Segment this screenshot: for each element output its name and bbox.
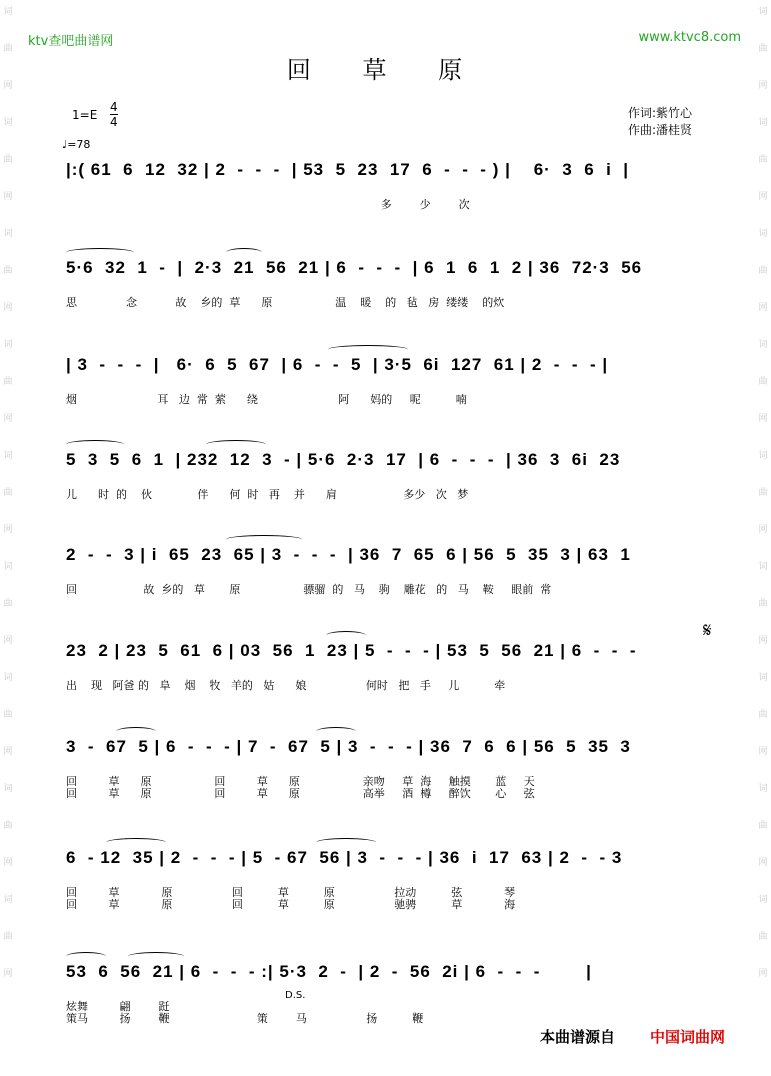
watermark-char: 词 bbox=[758, 340, 768, 350]
note-line: 5 3 5 6 1 | 232 12 3 - | 5·6 2·3 17 | 6 - - - | 36 3 6i 23 bbox=[66, 450, 621, 469]
watermark-char: 词 bbox=[758, 7, 768, 17]
watermark-char: 词 bbox=[758, 118, 768, 128]
watermark-char: 曲 bbox=[3, 155, 13, 165]
watermark-char: 网 bbox=[758, 747, 768, 757]
slur bbox=[226, 535, 302, 544]
dal-segno-mark: D.S. bbox=[285, 990, 306, 1001]
watermark-char: 网 bbox=[3, 969, 13, 979]
note-line: |:( 61 6 12 32 | 2 - - - | 53 5 23 17 6 - - - ) | 6· 3 6 i | bbox=[66, 160, 630, 179]
watermark-char: 曲 bbox=[3, 599, 13, 609]
slur bbox=[328, 345, 408, 354]
lyric-line: 回 草 原 回 草 原 拉动 弦 琴 bbox=[66, 886, 516, 899]
time-signature-bottom: 4 bbox=[110, 115, 118, 129]
watermark-char: 曲 bbox=[3, 488, 13, 498]
watermark-char: 曲 bbox=[758, 599, 768, 609]
score-row bbox=[66, 545, 716, 605]
watermark-char: 词 bbox=[758, 895, 768, 905]
note-line: 3 - 67 5 | 6 - - - | 7 - 67 5 | 3 - - - | 36 7 6 6 | 56 5 35 3 bbox=[66, 737, 631, 756]
slur bbox=[316, 727, 356, 736]
lyric-line-2: 策马 扬 鞭 策 马 扬 鞭 bbox=[66, 1012, 424, 1025]
source-label: 本曲谱源自 bbox=[540, 1028, 616, 1046]
watermark-char: 曲 bbox=[3, 821, 13, 831]
watermark-char: 词 bbox=[758, 784, 768, 794]
note-line: | 3 - - - | 6· 6 5 67 | 6 - - 5 | 3·5 6i 127 61 | 2 - - - | bbox=[66, 355, 609, 374]
note-line: 23 2 | 23 5 61 6 | 03 56 1 23 | 5 - - - | 53 5 56 21 | 6 - - - bbox=[66, 641, 637, 660]
score-row bbox=[66, 848, 716, 911]
slur bbox=[116, 727, 156, 736]
lyric-line: 烟 耳 边 常 萦 绕 阿 妈的 呢 喃 bbox=[66, 393, 467, 406]
watermark-char: 曲 bbox=[758, 821, 768, 831]
watermark-char: 曲 bbox=[3, 44, 13, 54]
score-row bbox=[66, 962, 716, 1025]
song-title: 回 草 原 bbox=[286, 56, 485, 84]
segno-icon: 𝄋 bbox=[703, 618, 712, 642]
watermark-char: 曲 bbox=[758, 266, 768, 276]
watermark-char: 词 bbox=[3, 118, 13, 128]
watermark-char: 曲 bbox=[758, 44, 768, 54]
lyric-line: 儿 时 的 伙 伴 何 时 再 并 肩 多少 次 梦 bbox=[66, 488, 469, 501]
watermark-char: 词 bbox=[3, 229, 13, 239]
slur bbox=[316, 838, 376, 847]
watermark-char: 网 bbox=[3, 81, 13, 91]
score-row bbox=[66, 355, 716, 415]
lyric-line: 多 少 次 bbox=[66, 198, 470, 211]
slur bbox=[206, 440, 266, 449]
lyric-line: 出 现 阿爸 的 阜 烟 牧 羊的 姑 娘 何时 把 手 儿 牵 bbox=[66, 679, 506, 692]
lyric-line: 回 故 乡的 草 原 骠骝 的 马 驹 雕花 的 马 鞍 眼前 常 bbox=[66, 583, 552, 596]
watermark-char: 曲 bbox=[3, 932, 13, 942]
watermark-char: 曲 bbox=[3, 266, 13, 276]
slur bbox=[66, 952, 106, 961]
watermark-char: 词 bbox=[3, 451, 13, 461]
watermark-char: 曲 bbox=[758, 155, 768, 165]
slur bbox=[128, 952, 184, 961]
score-row bbox=[66, 737, 716, 800]
slur bbox=[66, 248, 134, 257]
watermark-char: 词 bbox=[758, 229, 768, 239]
watermark-char: 曲 bbox=[758, 377, 768, 387]
slur bbox=[226, 248, 262, 257]
watermark-char: 词 bbox=[3, 784, 13, 794]
source-site-link[interactable]: 中国词曲网 bbox=[650, 1028, 726, 1046]
watermark-char: 网 bbox=[3, 303, 13, 313]
score-row bbox=[66, 160, 716, 220]
note-line: 53 6 56 21 | 6 - - - :| 5·3 2 - | 2 - 56 2i | 6 - - - | bbox=[66, 962, 592, 981]
lyric-line-2: 回 草 原 回 草 原 驰骋 草 海 bbox=[66, 898, 516, 911]
note-line: 2 - - 3 | i 65 23 65 | 3 - - - | 36 7 65 6 | 56 5 35 3 | 63 1 bbox=[66, 545, 631, 564]
watermark-char: 曲 bbox=[758, 710, 768, 720]
watermark-char: 词 bbox=[758, 673, 768, 683]
watermark-char: 网 bbox=[3, 858, 13, 868]
watermark-char: 网 bbox=[3, 525, 13, 535]
lyric-line: 思 念 故 乡的 草 原 温 暖 的 毡 房 缕缕 的炊 bbox=[66, 296, 505, 309]
watermark-char: 网 bbox=[758, 858, 768, 868]
slur bbox=[106, 838, 166, 847]
slur bbox=[66, 440, 124, 449]
watermark-char: 曲 bbox=[3, 377, 13, 387]
watermark-char: 网 bbox=[758, 525, 768, 535]
score-row bbox=[66, 450, 716, 510]
composer-credit: 作曲:潘桂贤 bbox=[628, 123, 693, 137]
watermark-char: 网 bbox=[758, 303, 768, 313]
watermark-char: 词 bbox=[758, 451, 768, 461]
watermark-char: 词 bbox=[3, 673, 13, 683]
watermark-char: 词 bbox=[758, 562, 768, 572]
lyricist-credit: 作词:紫竹心 bbox=[628, 106, 693, 120]
right-watermark-column bbox=[755, 0, 771, 1076]
watermark-char: 曲 bbox=[758, 488, 768, 498]
lyric-line-2: 回 草 原 回 草 原 高举 酒 樽 醉饮 心 弦 bbox=[66, 787, 535, 800]
lyric-line: 炫舞 翩 跹 bbox=[66, 1000, 170, 1013]
watermark-char: 词 bbox=[3, 7, 13, 17]
watermark-char: 网 bbox=[3, 747, 13, 757]
time-signature bbox=[110, 100, 118, 129]
left-watermark-column bbox=[0, 0, 16, 1076]
score-row bbox=[66, 641, 716, 701]
slur bbox=[326, 631, 366, 640]
tempo-mark: ♩=78 bbox=[62, 138, 91, 151]
watermark-char: 词 bbox=[3, 562, 13, 572]
watermark-char: 曲 bbox=[3, 710, 13, 720]
time-signature-top: 4 bbox=[110, 100, 118, 114]
key-signature: 1=E bbox=[72, 108, 98, 122]
watermark-char: 词 bbox=[3, 895, 13, 905]
watermark-char: 网 bbox=[758, 414, 768, 424]
watermark-char: 网 bbox=[3, 414, 13, 424]
watermark-char: 网 bbox=[3, 636, 13, 646]
note-line: 6 - 12 35 | 2 - - - | 5 - 67 56 | 3 - - - | 36 i 17 63 | 2 - - 3 bbox=[66, 848, 623, 867]
watermark-char: 网 bbox=[758, 81, 768, 91]
lyric-line: 回 草 原 回 草 原 亲吻 草 海 触摸 蓝 天 bbox=[66, 775, 535, 788]
watermark-char: 曲 bbox=[758, 932, 768, 942]
site-url-header[interactable]: www.ktvc8.com bbox=[638, 30, 741, 45]
watermark-char: 网 bbox=[3, 192, 13, 202]
watermark-char: 词 bbox=[3, 340, 13, 350]
watermark-char: 网 bbox=[758, 969, 768, 979]
note-line: 5·6 32 1 - | 2·3 21 56 21 | 6 - - - | 6 1 6 1 2 | 36 72·3 56 bbox=[66, 258, 643, 277]
watermark-char: 网 bbox=[758, 636, 768, 646]
watermark-char: 网 bbox=[758, 192, 768, 202]
score-row bbox=[66, 258, 716, 318]
site-name-header: ktv查吧曲谱网 bbox=[28, 34, 114, 49]
